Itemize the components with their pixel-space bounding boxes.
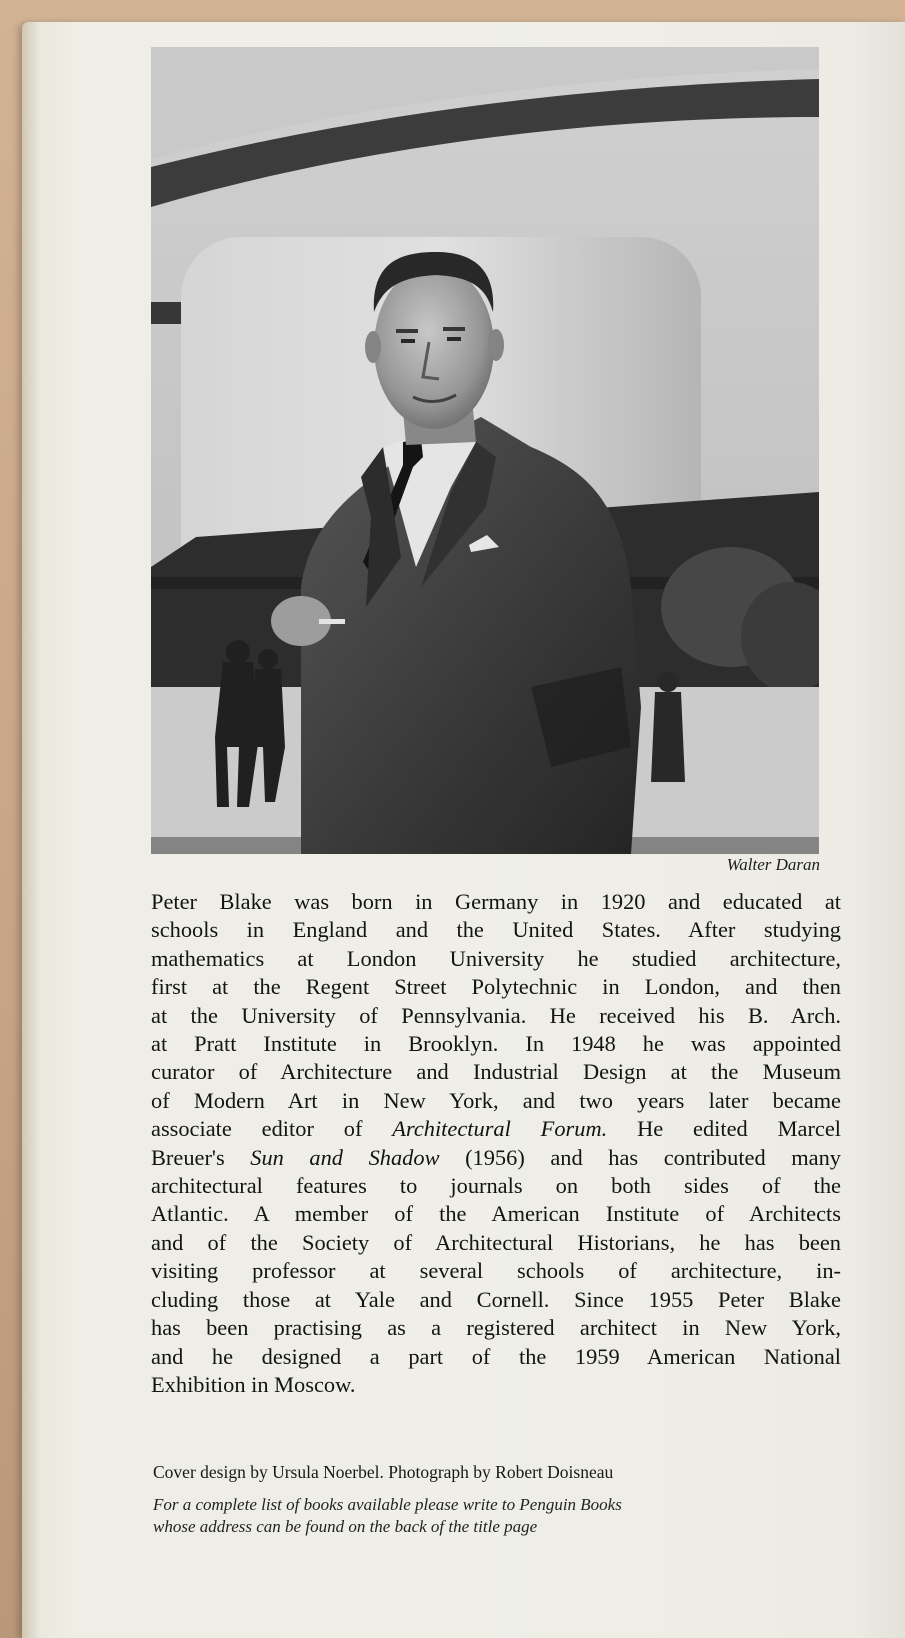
- bio-line: and he designed a part of the 1959 American National: [151, 1343, 841, 1369]
- bio-text: He edited Marcel: [607, 1116, 842, 1142]
- bio-text: Breuer's: [151, 1144, 251, 1170]
- bio-line: and of the Society of Architectural Historians, he has been: [151, 1229, 841, 1255]
- book-list-note-line: For a complete list of books available please write to Penguin Books: [153, 1495, 622, 1514]
- bio-line: curator of Architecture and Industrial Design at the Museum: [151, 1059, 841, 1085]
- book-list-note-line: whose address can be found on the back of the title page: [153, 1517, 538, 1536]
- bio-line: visiting professor at several schools of architecture, in-: [151, 1258, 841, 1284]
- bio-line: cluding those at Yale and Cornell. Since 1955 Peter Blake: [151, 1286, 841, 1312]
- bio-text: (1956) and has contributed many: [439, 1144, 841, 1170]
- book-title-sun-and-shadow: Sun and Shadow: [250, 1144, 440, 1170]
- cover-design-credit: Cover design by Ursula Noerbel. Photograph by Robert Doisneau: [153, 1462, 614, 1482]
- bio-text: associate editor of: [151, 1116, 393, 1142]
- bio-line: [151, 1144, 841, 1172]
- bio-line: first at the Regent Street Polytechnic in London, and then: [151, 974, 841, 1000]
- bio-line: schools in England and the United States. After studying: [151, 917, 841, 943]
- bio-line: at Pratt Institute in Brooklyn. In 1948 he was appointed: [151, 1031, 841, 1057]
- book-title-architectural-forum: Architectural Forum.: [392, 1116, 608, 1142]
- author-biography: [151, 888, 841, 1399]
- bio-line: Exhibition in Moscow.: [151, 1371, 356, 1397]
- book-list-note: [153, 1494, 853, 1538]
- bio-line: has been practising as a registered architect in New York,: [151, 1315, 841, 1341]
- bio-line: architectural features to journals on both sides of the: [151, 1173, 841, 1199]
- author-portrait-photo: [151, 47, 819, 854]
- bio-line: Peter Blake was born in Germany in 1920 and educated at: [151, 889, 841, 914]
- photo-credit: Walter Daran: [726, 855, 820, 874]
- bio-line: of Modern Art in New York, and two years later became: [151, 1087, 841, 1113]
- bio-line: [151, 1115, 841, 1143]
- bio-line: Atlantic. A member of the American Institute of Architects: [151, 1201, 841, 1227]
- bio-line: at the University of Pennsylvania. He received his B. Arch.: [151, 1002, 841, 1028]
- bio-line: mathematics at London University he studied architecture,: [151, 945, 841, 971]
